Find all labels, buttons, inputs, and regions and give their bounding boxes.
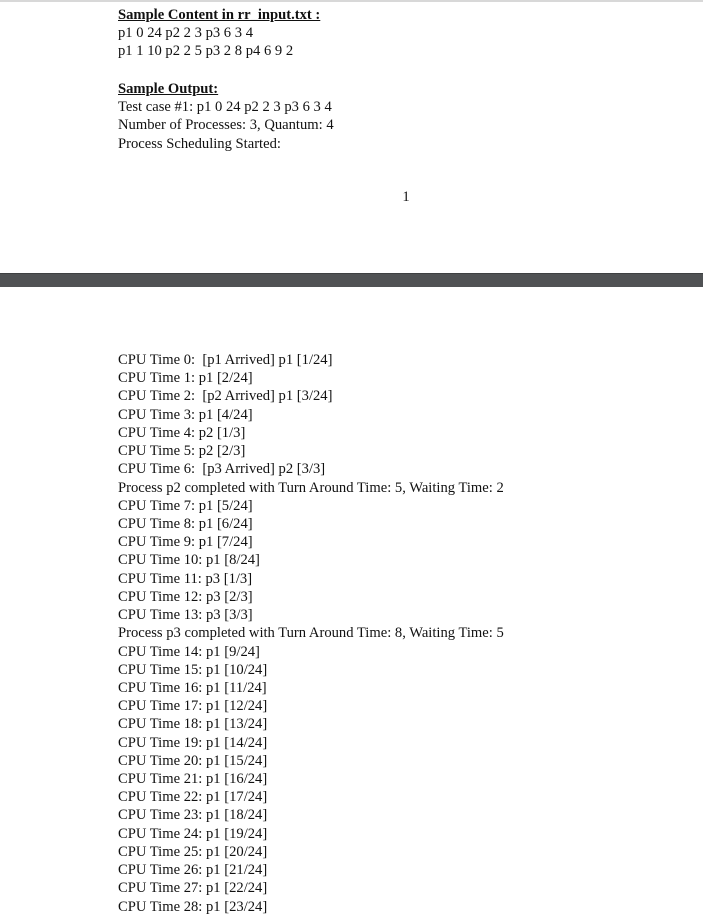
document-page-1: [0, 0, 703, 273]
log-line: CPU Time 26: p1 [21/24]: [118, 862, 268, 879]
sample-output-line: Test case #1: p1 0 24 p2 2 3 p3 6 3 4: [118, 99, 332, 116]
log-line: CPU Time 13: p3 [3/3]: [118, 607, 253, 624]
sample-input-section: [118, 6, 320, 61]
log-line: CPU Time 20: p1 [15/24]: [118, 752, 268, 769]
log-line: CPU Time 15: p1 [10/24]: [118, 661, 268, 678]
log-line: CPU Time 16: p1 [11/24]: [118, 679, 267, 696]
log-line: CPU Time 27: p1 [22/24]: [118, 880, 268, 897]
cpu-log: [118, 351, 504, 916]
log-line: CPU Time 22: p1 [17/24]: [118, 789, 268, 806]
sample-input-line: p1 0 24 p2 2 3 p3 6 3 4: [118, 25, 253, 42]
sample-output-section: [118, 80, 334, 153]
log-line: CPU Time 5: p2 [2/3]: [118, 443, 246, 460]
log-line: CPU Time 10: p1 [8/24]: [118, 552, 260, 569]
sample-output-heading: Sample Output:: [118, 81, 219, 97]
page-number: 1: [402, 189, 410, 205]
log-line: CPU Time 3: p1 [4/24]: [118, 406, 253, 423]
log-line: CPU Time 7: p1 [5/24]: [118, 497, 253, 514]
log-line: CPU Time 23: p1 [18/24]: [118, 807, 268, 824]
document-page-2: [0, 287, 703, 921]
log-line: CPU Time 19: p1 [14/24]: [118, 734, 268, 751]
log-line: CPU Time 25: p1 [20/24]: [118, 843, 268, 860]
log-line: CPU Time 28: p1 [23/24]: [118, 898, 268, 915]
log-line: CPU Time 2: [p2 Arrived] p1 [3/24]: [118, 388, 333, 405]
log-line: CPU Time 21: p1 [16/24]: [118, 771, 268, 788]
log-line: CPU Time 1: p1 [2/24]: [118, 370, 253, 387]
sample-input-heading: Sample Content in rr_input.txt :: [118, 7, 321, 23]
log-line: Process p2 completed with Turn Around Time: 5, Waiting Time: 2: [118, 479, 504, 496]
log-line: CPU Time 6: [p3 Arrived] p2 [3/3]: [118, 461, 326, 478]
page-top-edge: [0, 0, 703, 2]
sample-output-line: Number of Processes: 3, Quantum: 4: [118, 117, 334, 134]
sample-input-line: p1 1 10 p2 2 5 p3 2 8 p4 6 9 2: [118, 43, 294, 60]
log-line: Process p3 completed with Turn Around Time: 8, Waiting Time: 5: [118, 625, 504, 642]
log-line: CPU Time 18: p1 [13/24]: [118, 716, 268, 733]
log-line: CPU Time 0: [p1 Arrived] p1 [1/24]: [118, 352, 333, 368]
log-line: CPU Time 24: p1 [19/24]: [118, 825, 268, 842]
log-line: CPU Time 14: p1 [9/24]: [118, 643, 260, 660]
log-line: CPU Time 8: p1 [6/24]: [118, 515, 253, 532]
log-line: CPU Time 12: p3 [2/3]: [118, 588, 253, 605]
log-line: CPU Time 9: p1 [7/24]: [118, 534, 253, 551]
log-line: CPU Time 4: p2 [1/3]: [118, 424, 246, 441]
page-separator: [0, 273, 703, 287]
sample-output-line: Process Scheduling Started:: [118, 135, 281, 152]
log-line: CPU Time 17: p1 [12/24]: [118, 698, 268, 715]
log-line: CPU Time 11: p3 [1/3]: [118, 570, 253, 587]
